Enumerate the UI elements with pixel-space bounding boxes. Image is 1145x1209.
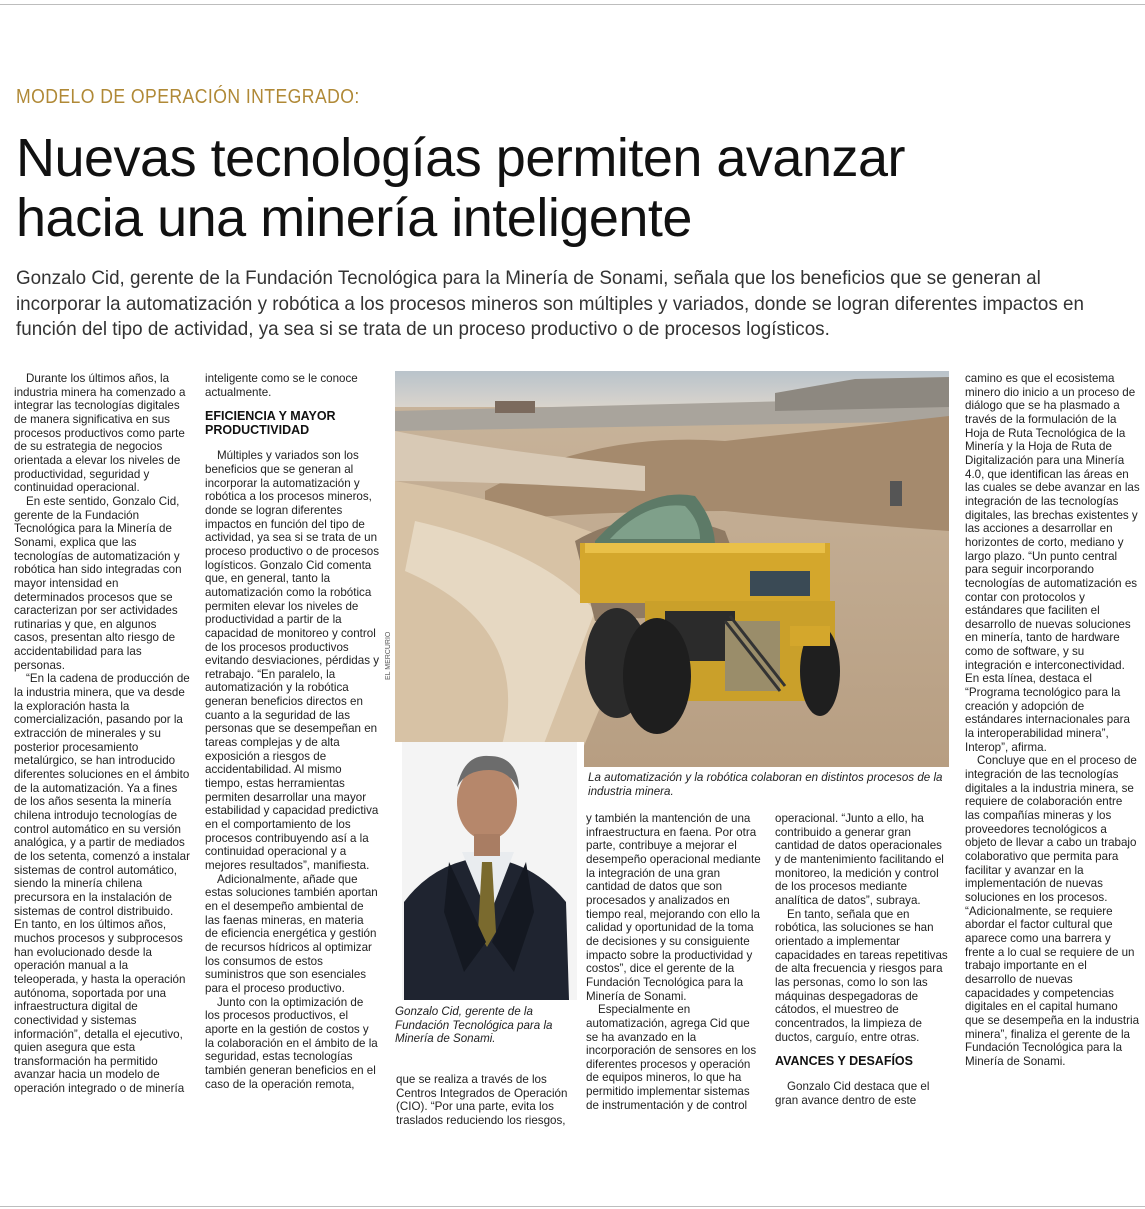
paragraph: Durante los últimos años, la industria minera ha comenzado a integrar las tecnologías digitales de manera significativa en sus procesos productivos como parte de su estrategia de negocios orientada a elevar los niveles de productividad, seguridad y continuidad operacional. [14, 372, 186, 495]
paragraph: “En la cadena de producción de la industria minera, que va desde la exploración hasta la comercialización, pasando por la extracción de minerales y su posterior procesamiento metalúrgico, se han introducido diferentes soluciones en el ámbito de la automatización. Ya a fines de los años sesenta la minería chilena introdujo tecnologías de control automático en su versión analógica, y a partir de mediados de los setenta, comenzó a instalar sistemas de control automático, siendo la minería chilena precursora en la instalación de sistemas de control distribuido. En tanto, en los últimos años, muchos procesos y subprocesos han evolucionado desde la operación manual a la teleoperada, y hasta la operación autónoma, soportada por una infraestructura digital de conectividad y sistemas información”, detalla el ejecutivo, quien asegura que esta transformación ha permitido avanzar hacia un modelo de operación integrado o de minería [14, 672, 190, 1096]
paragraph: Junto con la optimización de los procesos productivos, el aporte en la gestión de costos y la colaboración en el ámbito de la seguridad, estas tecnologías también generan beneficios en el caso de la operación remota, [205, 995, 378, 1091]
subheading-eficiencia: EFICIENCIA Y MAYOR PRODUCTIVIDAD [205, 409, 336, 438]
text-column-1 [14, 372, 190, 1096]
text-column-5 [775, 812, 950, 1107]
portrait-photo [394, 742, 584, 1002]
paragraph: inteligente como se le conoce actualmente. [205, 372, 358, 399]
paragraph: operacional. “Junto a ello, ha contribuido a generar gran cantidad de datos operacionales y de mantenimiento facilitando el monitoreo, la medición y control de los procesos mediante analítica de datos”, subraya. [775, 812, 944, 907]
paragraph: Múltiples y variados son los beneficios que se generan al incorporar la automatización y robótica a los procesos mineros, donde se logran diferentes impactos en función del tipo de actividad, ya sea si se trata de un proceso productivo o de procesos logísticos. Gonzalo Cid comenta que, en general, tanto la automatización como la robótica permiten elevar los niveles de productividad a partir de la capacidad de monitoreo y control de los procesos productivos evitando desviaciones, pérdidas y retrabajo. “En paralelo, la automatización y la robótica generan beneficios directos en cuanto a la seguridad de las personas que se desempeñan en tareas complejas y de alta exposición a riesgos de accidentabilidad. Al mismo tiempo, estas herramientas permiten desarrollar una mayor estabilidad y capacidad predictiva en el comportamiento de los procesos contribuyendo así a la continuidad operacional y a mejores resultados”, manifiesta. [205, 449, 380, 872]
bottom-rule [0, 1206, 1145, 1207]
paragraph: En este sentido, Gonzalo Cid, gerente de la Fundación Tecnológica para la Minería de Sonami, explica que las tecnologías de automatización y robótica han sido integradas con mayor intensidad en determinados procesos que se caracterizan por ser actividades rutinarias y que, en algunos casos, presentan alto riesgo de accidentabilidad para las personas. [14, 494, 182, 672]
text-column-2 [205, 372, 379, 1091]
section-kicker: MODELO DE OPERACIÓN INTEGRADO: [16, 86, 360, 108]
paragraph: Gonzalo Cid destaca que el gran avance dentro de este [775, 1080, 930, 1107]
mining-truck-photo [395, 371, 949, 767]
portrait-illustration [394, 742, 584, 1002]
truck-caption: La automatización y la robótica colaboran en distintos procesos de la industria minera. [588, 771, 943, 798]
paragraph: Adicionalmente, añade que estas soluciones también aportan en el desempeño ambiental de las faenas mineras, en materia de eficiencia energética y gestión de recursos hídricos al optimizar los consumos de estos suministros que son esenciales para el proceso productivo. [205, 872, 378, 995]
paragraph: camino es que el ecosistema minero dio inicio a un proceso de diálogo que se ha plasmado a través de la formulación de la Hoja de Ruta Tecnológica de la Minería y la Hoja de Ruta de Digitalización para una Minería 4.0, que identifican las áreas en las cuales se debe avanzar en las integración de las tecnologías digitales, las brechas existentes y las acciones a desarrollar en horizontes de corto, mediano y largo plazo. “Un punto central para seguir incorporando tecnologías de automatización es contar con protocolos y estándares que faciliten el desarrollo de nuevas soluciones en minería, tanto de hardware como de software, y su integración e interconectividad. En esta línea, destaca el “Programa tecnológico para la creación y adopción de estándares internacionales para la interoperabilidad minera”, Interop”, afirma. [965, 372, 1140, 754]
mining-truck-illustration [395, 371, 949, 767]
paragraph: y también la mantención de una infraestructura en faena. Por otra parte, contribuye a mejorar el desempeño operacional mediante la integración de una gran cantidad de datos que son procesados y analizados en tiempo real, mejorando con ello la calidad y oportunidad de la toma de decisiones y su consiguiente impacto sobre la productividad y costos”, dice el gerente de la Fundación Tecnológica para la Minería de Sonami. [586, 812, 761, 1003]
paragraph: Concluye que en el proceso de integración de las tecnologías digitales a la industria minera, se requiere de colaboración entre las compañías mineras y los proveedores tecnológicos a objeto de llevar a cabo un trabajo colaborativo que permita para facilitar y avanzar en la implementación de nuevas soluciones en los procesos. “Adicionalmente, se requiere abordar el factor cultural que aparece como una barrera y frente a lo cual se requiere de un trabajo importante en el desarrollo de nuevas capacidades y competencias digitales en el capital humano que se desempeña en la industria minera”, finaliza el gerente de la Fundación Tecnológica para la Minería de Sonami. [965, 754, 1140, 1068]
headline-line-2: hacia una minería inteligente [16, 188, 692, 248]
headline-line-1: Nuevas tecnologías permiten avanzar [16, 128, 906, 188]
subheading-avances: AVANCES Y DESAFÍOS [775, 1054, 913, 1069]
article-lead: Gonzalo Cid, gerente de la Fundación Tecnológica para la Minería de Sonami, señala que los beneficios que se generan al incorporar la automatización y robótica a los procesos mineros son múltiples y variados, donde se logran diferentes impactos en función del tipo de actividad, ya sea si se trata de un proceso productivo o de procesos logísticos. [16, 267, 1084, 340]
text-column-6 [965, 372, 1140, 1068]
paragraph: En tanto, señala que en robótica, las soluciones se han orientado a implementar capacidades en tareas repetitivas de alta frecuencia y riesgos para las personas, como lo son las máquinas despegadoras de cátodos, el muestreo de concentrados, la limpieza de ductos, carguío, entre otras. [775, 907, 948, 1044]
paragraph: Especialmente en automatización, agrega Cid que se ha avanzado en la incorporación de sensores en los diferentes procesos y operación de equipos mineros, lo que ha permitido implementar sistemas de instrumentación y de control [586, 1003, 757, 1112]
top-rule [0, 4, 1145, 5]
paragraph: que se realiza a través de los Centros Integrados de Operación (CIO). “Por una parte, evita los traslados reduciendo los riesgos, [396, 1073, 568, 1127]
photo-credit: EL MERCURIO [385, 631, 392, 680]
article-headline [16, 128, 1016, 248]
text-column-3 [396, 1073, 572, 1128]
text-column-4 [586, 812, 761, 1112]
portrait-caption: Gonzalo Cid, gerente de la Fundación Tecnológica para la Minería de Sonami. [395, 1005, 553, 1045]
